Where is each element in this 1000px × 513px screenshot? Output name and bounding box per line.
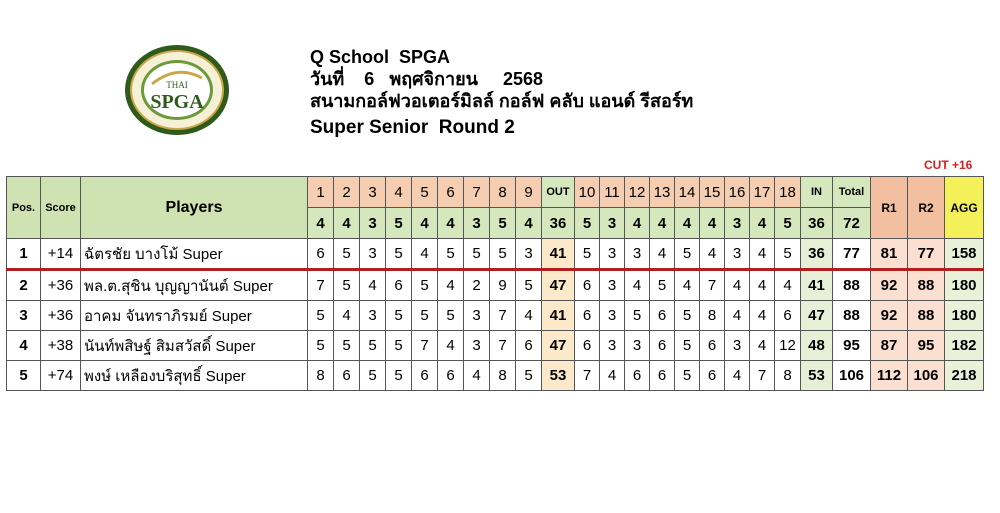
table-row (7, 301, 984, 331)
hole-score: 8 (700, 301, 725, 331)
agg-score: 158 (945, 239, 984, 270)
hole-score: 5 (516, 270, 542, 301)
hole-score: 3 (600, 301, 625, 331)
hole-score: 6 (650, 361, 675, 391)
hole-number: 5 (412, 177, 438, 208)
hole-number: 13 (650, 177, 675, 208)
total-score: 77 (833, 239, 871, 270)
hole-score: 8 (308, 361, 334, 391)
table-row (7, 331, 984, 361)
hole-par: 4 (412, 208, 438, 239)
player-name: อาคม จันทราภิรมย์ Super (81, 301, 308, 331)
hole-score: 5 (438, 239, 464, 270)
round-title: Super Senior Round 2 (310, 117, 515, 138)
score-cell: +74 (41, 361, 81, 391)
hole-score: 5 (386, 301, 412, 331)
out-score: 41 (542, 239, 575, 270)
hole-score: 5 (386, 361, 412, 391)
player-name: นันท์พสิษฐ์ สิมสวัสดิ์ Super (81, 331, 308, 361)
hole-number: 6 (438, 177, 464, 208)
hole-score: 4 (360, 270, 386, 301)
hole-number: 8 (490, 177, 516, 208)
position-cell: 2 (7, 270, 41, 301)
r2-score: 95 (908, 331, 945, 361)
score-header: Score (41, 177, 81, 239)
logo-text: SPGA (150, 91, 204, 113)
hole-score: 3 (464, 301, 490, 331)
hole-score: 6 (575, 331, 600, 361)
hole-par: 5 (386, 208, 412, 239)
hole-score: 5 (490, 239, 516, 270)
in-header: IN (801, 177, 833, 208)
hole-score: 3 (725, 239, 750, 270)
hole-score: 4 (725, 301, 750, 331)
scoreboard-table (6, 176, 984, 391)
hole-score: 4 (725, 270, 750, 301)
r1-score: 92 (871, 270, 908, 301)
hole-score: 4 (750, 301, 775, 331)
hole-score: 3 (360, 301, 386, 331)
hole-par: 4 (438, 208, 464, 239)
hole-number: 4 (386, 177, 412, 208)
hole-score: 5 (334, 331, 360, 361)
hole-number: 12 (625, 177, 650, 208)
hole-number: 3 (360, 177, 386, 208)
hole-score: 6 (308, 239, 334, 270)
hole-score: 4 (700, 239, 725, 270)
total-score: 88 (833, 270, 871, 301)
in-par: 36 (801, 208, 833, 239)
out-score: 47 (542, 270, 575, 301)
hole-score: 4 (464, 361, 490, 391)
position-cell: 4 (7, 331, 41, 361)
hole-par: 3 (725, 208, 750, 239)
hole-number: 16 (725, 177, 750, 208)
agg-score: 180 (945, 301, 984, 331)
spga-logo (124, 44, 230, 136)
hole-score: 5 (775, 239, 801, 270)
agg-score: 218 (945, 361, 984, 391)
hole-score: 4 (775, 270, 801, 301)
hole-par: 4 (334, 208, 360, 239)
hole-score: 4 (438, 270, 464, 301)
agg-score: 182 (945, 331, 984, 361)
hole-score: 5 (650, 270, 675, 301)
hole-score: 6 (650, 301, 675, 331)
hole-par: 5 (575, 208, 600, 239)
venue: สนามกอล์ฟวอเตอร์มิลล์ กอล์ฟ คลับ แอนด์ รีสอร์ท (310, 91, 694, 111)
score-cell: +36 (41, 270, 81, 301)
hole-score: 7 (490, 331, 516, 361)
hole-score: 4 (438, 331, 464, 361)
hole-score: 8 (775, 361, 801, 391)
hole-number: 17 (750, 177, 775, 208)
position-cell: 3 (7, 301, 41, 331)
out-score: 53 (542, 361, 575, 391)
players-header: Players (81, 177, 308, 239)
event-date (310, 68, 693, 90)
hole-number: 9 (516, 177, 542, 208)
hole-number: 14 (675, 177, 700, 208)
hole-score: 4 (334, 301, 360, 331)
hole-score: 2 (464, 270, 490, 301)
score-cell: +36 (41, 301, 81, 331)
hole-score: 5 (675, 301, 700, 331)
hole-score: 5 (386, 331, 412, 361)
total-par: 72 (833, 208, 871, 239)
hole-par: 3 (360, 208, 386, 239)
hole-score: 6 (334, 361, 360, 391)
out-par: 36 (542, 208, 575, 239)
hole-score: 4 (725, 361, 750, 391)
hole-score: 6 (625, 361, 650, 391)
out-header: OUT (542, 177, 575, 208)
hole-score: 8 (490, 361, 516, 391)
hole-par: 4 (516, 208, 542, 239)
hole-number: 10 (575, 177, 600, 208)
r2-score: 88 (908, 301, 945, 331)
hole-score: 9 (490, 270, 516, 301)
hole-score: 4 (750, 331, 775, 361)
total-header: Total (833, 177, 871, 208)
hole-score: 5 (334, 270, 360, 301)
total-score: 88 (833, 301, 871, 331)
hole-score: 5 (308, 331, 334, 361)
hole-score: 6 (775, 301, 801, 331)
hole-par: 5 (775, 208, 801, 239)
player-name: พล.ต.สุชิน บุญญานันต์ Super (81, 270, 308, 301)
out-score: 47 (542, 331, 575, 361)
hole-number: 18 (775, 177, 801, 208)
hole-score: 5 (360, 331, 386, 361)
agg-score: 180 (945, 270, 984, 301)
hole-score: 4 (750, 239, 775, 270)
hole-score: 7 (490, 301, 516, 331)
hole-par: 4 (625, 208, 650, 239)
event-title: Q School SPGA (310, 47, 451, 67)
hole-score: 6 (386, 270, 412, 301)
r1-header: R1 (871, 177, 908, 239)
hole-score: 6 (700, 361, 725, 391)
hole-par: 4 (650, 208, 675, 239)
total-score: 106 (833, 361, 871, 391)
hole-score: 12 (775, 331, 801, 361)
hole-par: 5 (490, 208, 516, 239)
r1-score: 92 (871, 301, 908, 331)
hole-score: 5 (438, 301, 464, 331)
pos-header: Pos. (7, 177, 41, 239)
date-day: 6 (364, 69, 375, 89)
date-label: วันที่ (310, 69, 345, 89)
date-year: 2568 (502, 69, 543, 89)
agg-header: AGG (945, 177, 984, 239)
table-row (7, 270, 984, 301)
hole-score: 5 (360, 361, 386, 391)
position-cell: 5 (7, 361, 41, 391)
hole-score: 3 (600, 270, 625, 301)
hole-number: 1 (308, 177, 334, 208)
hole-score: 7 (750, 361, 775, 391)
hole-score: 5 (675, 331, 700, 361)
hole-score: 4 (675, 270, 700, 301)
position-cell: 1 (7, 239, 41, 270)
table-row (7, 239, 984, 270)
in-score: 48 (801, 331, 833, 361)
total-score: 95 (833, 331, 871, 361)
hole-score: 5 (308, 301, 334, 331)
hole-number: 11 (600, 177, 625, 208)
hole-number: 7 (464, 177, 490, 208)
r2-score: 77 (908, 239, 945, 270)
hole-par: 3 (464, 208, 490, 239)
hole-score: 3 (360, 239, 386, 270)
hole-par: 4 (700, 208, 725, 239)
in-score: 53 (801, 361, 833, 391)
hole-par: 3 (600, 208, 625, 239)
r1-score: 87 (871, 331, 908, 361)
hole-score: 3 (516, 239, 542, 270)
score-cell: +14 (41, 239, 81, 270)
in-score: 41 (801, 270, 833, 301)
hole-score: 3 (600, 239, 625, 270)
hole-score: 4 (650, 239, 675, 270)
in-score: 36 (801, 239, 833, 270)
player-name: ฉัตรชัย บางโม้ Super (81, 239, 308, 270)
hole-score: 7 (308, 270, 334, 301)
hole-score: 3 (625, 239, 650, 270)
hole-score: 7 (700, 270, 725, 301)
hole-par: 4 (675, 208, 700, 239)
table-row (7, 361, 984, 391)
r2-score: 88 (908, 270, 945, 301)
hole-number: 15 (700, 177, 725, 208)
hole-score: 6 (438, 361, 464, 391)
hole-score: 4 (516, 301, 542, 331)
in-score: 47 (801, 301, 833, 331)
hole-score: 4 (625, 270, 650, 301)
event-header (310, 46, 693, 139)
date-month: พฤศจิกายน (389, 69, 478, 89)
cut-label: CUT +16 (924, 158, 973, 172)
r2-score: 106 (908, 361, 945, 391)
hole-score: 5 (386, 239, 412, 270)
r1-score: 81 (871, 239, 908, 270)
hole-score: 6 (412, 361, 438, 391)
hole-score: 6 (700, 331, 725, 361)
hole-score: 5 (464, 239, 490, 270)
hole-score: 5 (412, 270, 438, 301)
logo-subtext: THAI (166, 80, 188, 90)
hole-score: 6 (650, 331, 675, 361)
player-name: พงษ์ เหลืองบริสุทธิ์ Super (81, 361, 308, 391)
hole-score: 3 (464, 331, 490, 361)
hole-score: 6 (575, 301, 600, 331)
hole-score: 5 (412, 301, 438, 331)
hole-score: 5 (575, 239, 600, 270)
hole-score: 4 (750, 270, 775, 301)
hole-score: 7 (575, 361, 600, 391)
hole-score: 7 (412, 331, 438, 361)
out-score: 41 (542, 301, 575, 331)
score-cell: +38 (41, 331, 81, 361)
r2-header: R2 (908, 177, 945, 239)
hole-score: 5 (675, 361, 700, 391)
hole-score: 5 (516, 361, 542, 391)
hole-score: 3 (600, 331, 625, 361)
r1-score: 112 (871, 361, 908, 391)
hole-score: 6 (575, 270, 600, 301)
hole-number: 2 (334, 177, 360, 208)
hole-par: 4 (308, 208, 334, 239)
hole-score: 6 (516, 331, 542, 361)
hole-score: 3 (725, 331, 750, 361)
hole-score: 4 (412, 239, 438, 270)
hole-score: 5 (625, 301, 650, 331)
hole-par: 4 (750, 208, 775, 239)
hole-score: 5 (334, 239, 360, 270)
hole-score: 5 (675, 239, 700, 270)
hole-score: 3 (625, 331, 650, 361)
hole-score: 4 (600, 361, 625, 391)
